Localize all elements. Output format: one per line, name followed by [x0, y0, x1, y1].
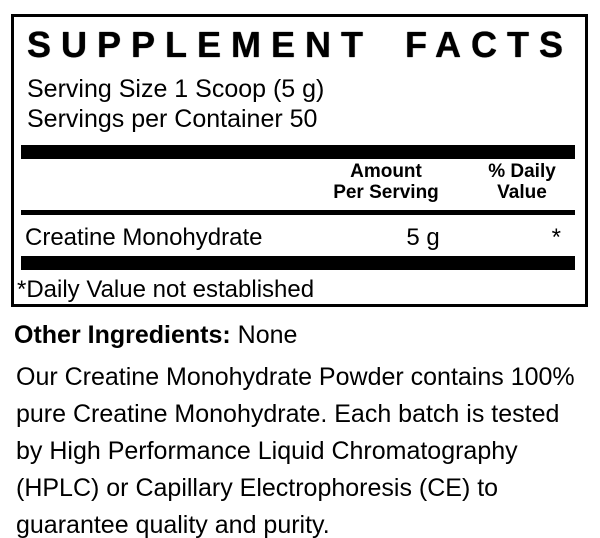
ingredient-name: Creatine Monohydrate [25, 224, 263, 251]
amount-column-header [286, 161, 486, 203]
daily-value-footnote: *Daily Value not established [17, 276, 315, 303]
servings-per-container-text: Servings per Container 50 [27, 105, 318, 133]
amount-header-line1: Amount [350, 161, 422, 182]
supplement-facts-panel [11, 14, 588, 307]
amount-header-line2: Per Serving [333, 182, 439, 203]
description-line-3: by High Performance Liquid Chromatography [16, 437, 518, 465]
other-ingredients-line [14, 320, 297, 350]
header-rule [21, 210, 575, 215]
daily-value-header-line2: Value [497, 182, 547, 203]
thick-rule-top [21, 145, 575, 159]
description-line-1: Our Creatine Monohydrate Powder contains 100% [16, 363, 575, 391]
serving-info [27, 74, 324, 134]
other-ingredients-label: Other Ingredients: [14, 321, 231, 349]
ingredient-amount: 5 g [406, 224, 440, 251]
daily-value-column-header [462, 161, 582, 203]
daily-value-header-line1: % Daily [488, 161, 556, 182]
description-line-4: (HPLC) or Capillary Electrophoresis (CE) to [16, 474, 499, 502]
other-ingredients-value: None [237, 321, 298, 349]
ingredient-daily-value: * [551, 224, 561, 251]
description-line-2: pure Creatine Monohydrate. Each batch is tested [16, 400, 560, 428]
panel-title: SUPPLEMENT FACTS [27, 24, 574, 65]
product-description [16, 359, 575, 538]
serving-size-text: Serving Size 1 Scoop (5 g) [27, 75, 325, 103]
thick-rule-bottom [21, 256, 575, 270]
description-line-5: guarantee quality and purity. [16, 511, 330, 538]
